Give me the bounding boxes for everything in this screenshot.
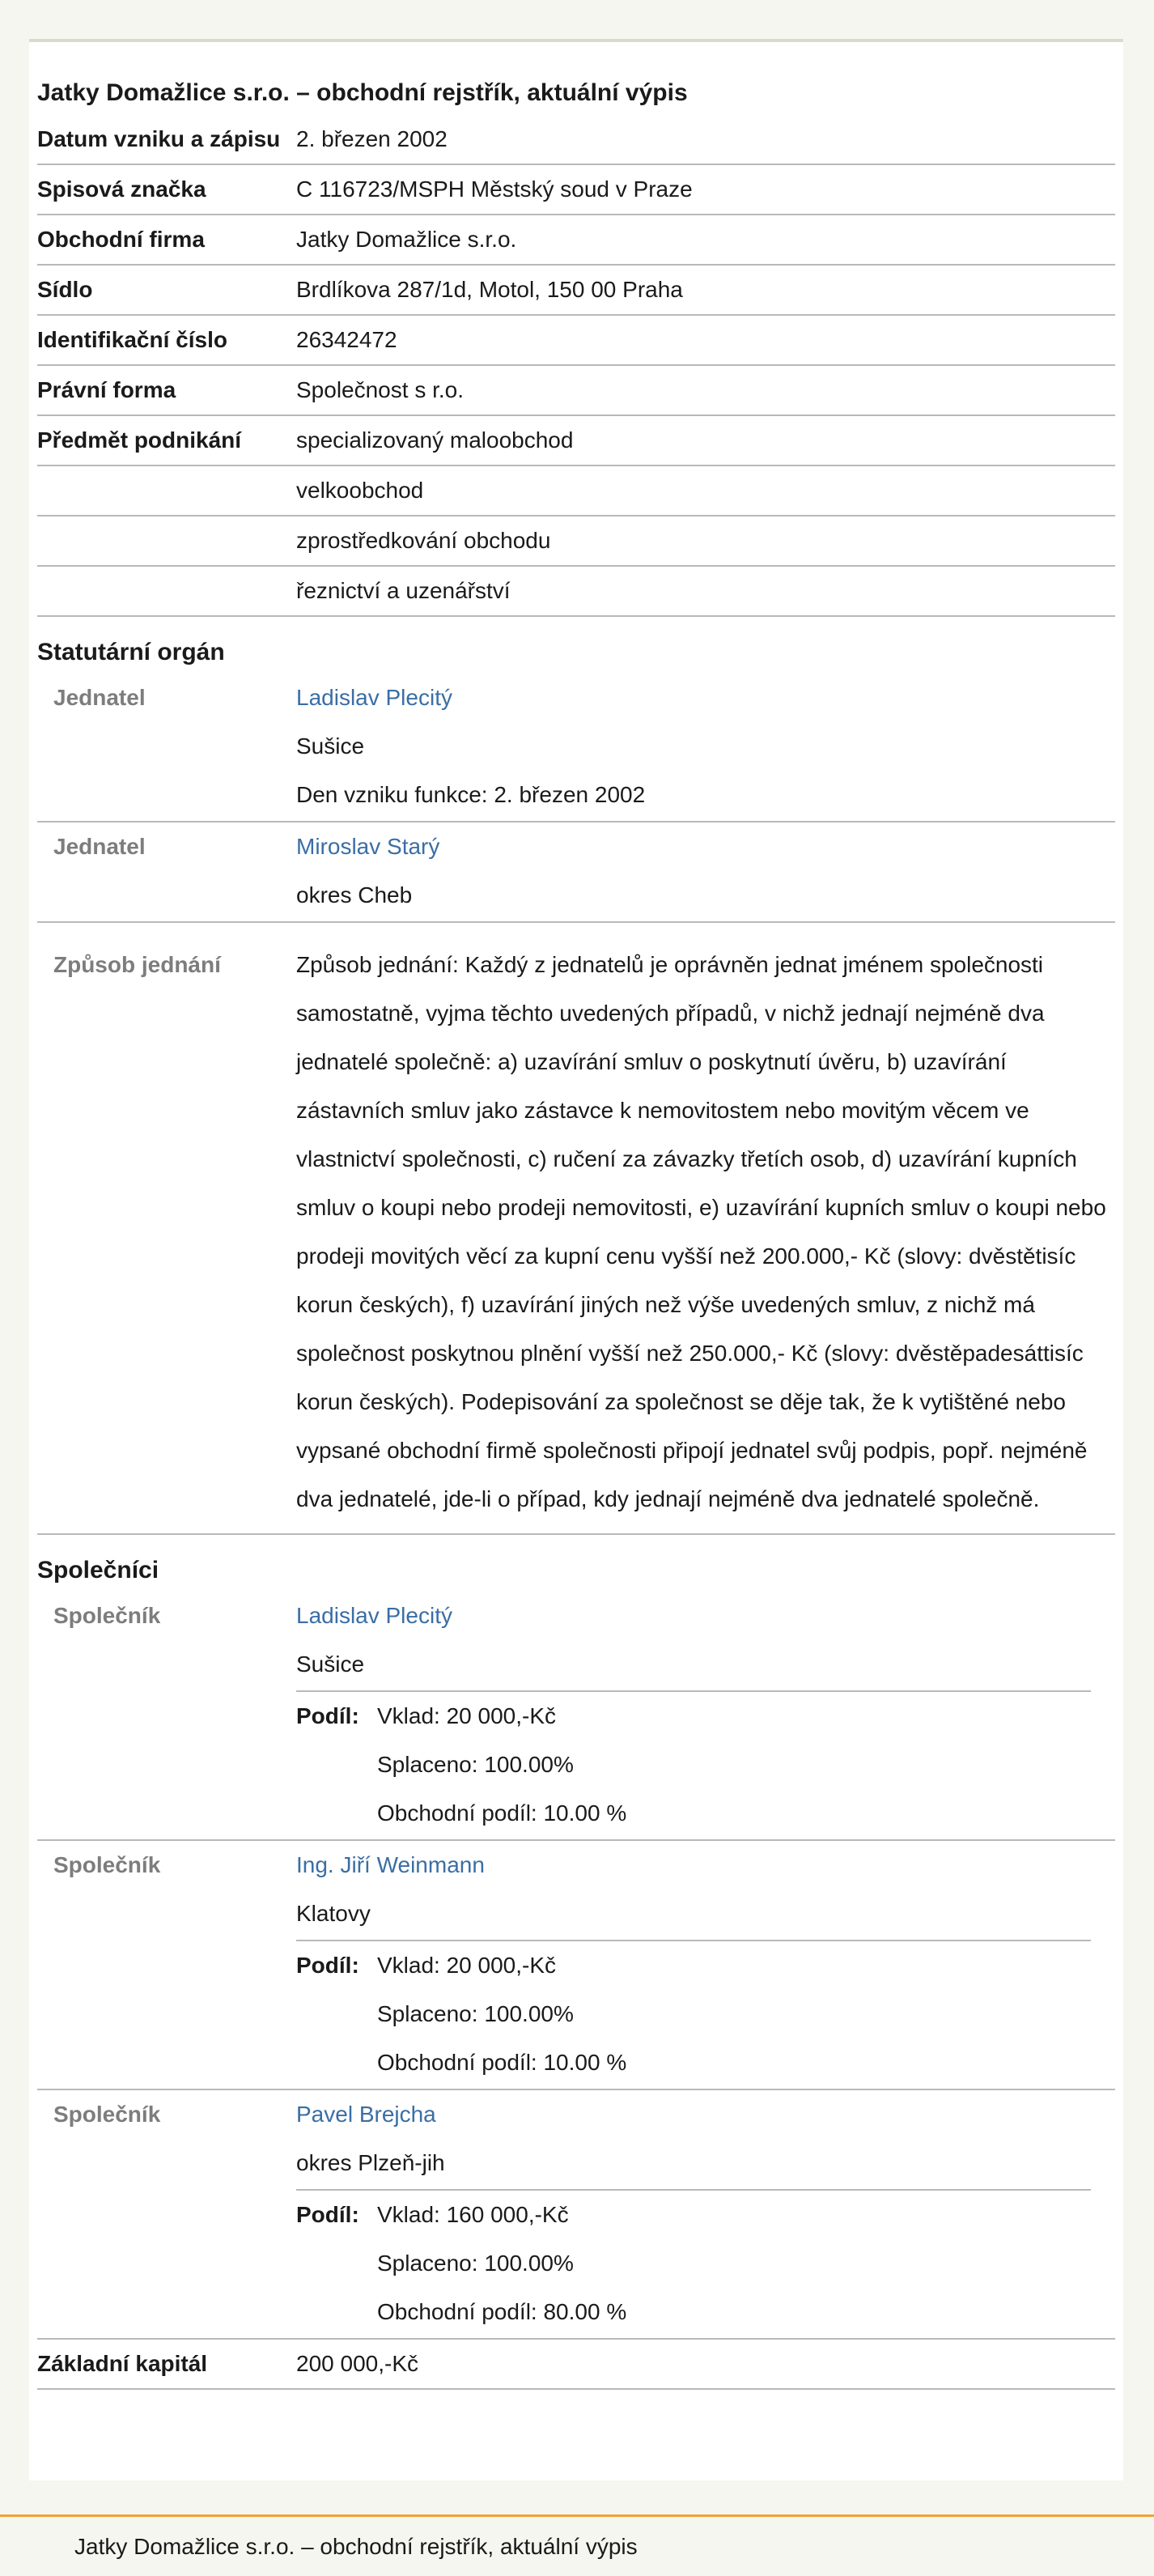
business-item: velkoobchod xyxy=(296,478,424,503)
member-name-link[interactable]: Ladislav Plecitý xyxy=(296,685,452,710)
share-label: Podíl: xyxy=(296,2202,359,2227)
share-value: Obchodní podíl: 10.00 % xyxy=(377,2050,627,2075)
member-name-link[interactable]: Miroslav Starý xyxy=(296,834,440,859)
share-label: Podíl: xyxy=(296,1703,359,1728)
id-number-row xyxy=(37,316,1115,366)
deposit-value: Vklad: 20 000,-Kč xyxy=(377,1953,557,1978)
founded-row xyxy=(37,115,1115,165)
seat-label: Sídlo xyxy=(37,277,93,302)
share-value: Obchodní podíl: 10.00 % xyxy=(377,1800,627,1826)
legal-form-label: Právní forma xyxy=(37,377,176,402)
partner-place: Klatovy xyxy=(296,1901,371,1926)
acting-method-row xyxy=(37,923,1115,1535)
id-number-value: 26342472 xyxy=(296,327,397,352)
partner-place: Sušice xyxy=(296,1651,365,1677)
statutory-member xyxy=(37,823,1115,923)
partner-name-link[interactable]: Ladislav Plecitý xyxy=(296,1603,452,1628)
partner-share-block xyxy=(296,1940,1091,2087)
capital-value: 200 000,-Kč xyxy=(296,2351,418,2376)
file-number-row xyxy=(37,165,1115,215)
acting-method-label: Způsob jednání xyxy=(53,952,221,977)
partner-role: Společník xyxy=(53,2102,161,2127)
business-item: zprostředkování obchodu xyxy=(296,528,551,553)
capital-label: Základní kapitál xyxy=(37,2351,208,2376)
registry-panel xyxy=(29,42,1123,2480)
registry-content xyxy=(37,42,1115,2390)
footer-divider xyxy=(0,2514,1154,2517)
statutory-member xyxy=(37,674,1115,823)
founded-label: Datum vzniku a zápisu xyxy=(37,126,281,151)
legal-form-value: Společnost s r.o. xyxy=(296,377,465,402)
acting-method-text: Způsob jednání: Každý z jednatelů je oprávněn jednat jménem společnosti samostatně, vyjma těchto uvedených případů, v nichž jednají nejméně dva jednatelé společně: a) uzavírání smluv o poskytnutí úvěru, b) uzavírání zástavních smluv jako zástavce k nemovitostem nebo movitým věcem ve vlastnictví společnosti, c) ručení za závazky třetích osob, d) uzavírání kupních smluv o koupi nebo prodeji nemovitosti, e) uzavírání kupních smluv o koupi nebo prodeji movitých věcí za kupní cenu vyšší než 200.000,- Kč (slovy: dvěstětisíc korun českých), f) uzavírání jiných než výše uvedených smluv, z nichž má společnost poskytnou plnění vyšší než 250.000,- Kč (slovy: dvěstěpadesáttisíc korun českých). Podepisování za společnost se děje tak, že k vytištěné nebo vypsané obchodní firmě společnosti připojí jednatel svůj podpis, popř. nejméně dva jednatelé, jde-li o případ, kdy jednají nejméně dva jednatelé společně. xyxy=(296,952,1106,1511)
partners-heading: Společníci xyxy=(37,1557,159,1583)
partner xyxy=(37,1592,1115,1841)
partner-share-block xyxy=(296,1690,1091,1838)
paid-value: Splaceno: 100.00% xyxy=(377,1752,574,1777)
partner-role: Společník xyxy=(53,1603,161,1628)
file-number-label: Spisová značka xyxy=(37,176,206,202)
seat-row xyxy=(37,266,1115,316)
file-number-value: C 116723/MSPH Městský soud v Praze xyxy=(296,176,693,202)
share-label: Podíl: xyxy=(296,1953,359,1978)
business-row xyxy=(37,416,1115,466)
partner xyxy=(37,2090,1115,2340)
id-number-label: Identifikační číslo xyxy=(37,327,227,352)
founded-value: 2. březen 2002 xyxy=(296,126,448,151)
seat-value: Brdlíkova 287/1d, Motol, 150 00 Praha xyxy=(296,277,683,302)
firm-value: Jatky Domažlice s.r.o. xyxy=(296,227,517,252)
member-place: okres Cheb xyxy=(296,882,413,908)
legal-form-row xyxy=(37,366,1115,416)
business-item: specializovaný maloobchod xyxy=(296,427,574,453)
partner-name-link[interactable]: Pavel Brejcha xyxy=(296,2102,436,2127)
footer-title: Jatky Domažlice s.r.o. – obchodní rejstřík, aktuální výpis xyxy=(74,2534,638,2559)
member-role: Jednatel xyxy=(53,834,146,859)
business-row xyxy=(37,567,1115,617)
deposit-value: Vklad: 160 000,-Kč xyxy=(377,2202,569,2227)
partner-share-block xyxy=(296,2189,1091,2336)
paid-value: Splaceno: 100.00% xyxy=(377,2001,574,2026)
share-value: Obchodní podíl: 80.00 % xyxy=(377,2299,627,2324)
partner xyxy=(37,1841,1115,2090)
partner-role: Společník xyxy=(53,1852,161,1877)
deposit-value: Vklad: 20 000,-Kč xyxy=(377,1703,557,1728)
partner-name-link[interactable]: Ing. Jiří Weinmann xyxy=(296,1852,485,1877)
member-since: Den vzniku funkce: 2. březen 2002 xyxy=(296,782,646,807)
business-row xyxy=(37,466,1115,516)
capital-row xyxy=(37,2340,1115,2390)
firm-row xyxy=(37,215,1115,266)
business-item: řeznictví a uzenářství xyxy=(296,578,511,603)
page-title: Jatky Domažlice s.r.o. – obchodní rejstřík, aktuální výpis xyxy=(37,79,688,106)
partner-place: okres Plzeň-jih xyxy=(296,2150,445,2175)
firm-label: Obchodní firma xyxy=(37,227,205,252)
member-place: Sušice xyxy=(296,733,365,759)
business-row xyxy=(37,516,1115,567)
business-label: Předmět podnikání xyxy=(37,427,242,453)
member-role: Jednatel xyxy=(53,685,146,710)
statutory-heading: Statutární orgán xyxy=(37,639,225,665)
paid-value: Splaceno: 100.00% xyxy=(377,2251,574,2276)
